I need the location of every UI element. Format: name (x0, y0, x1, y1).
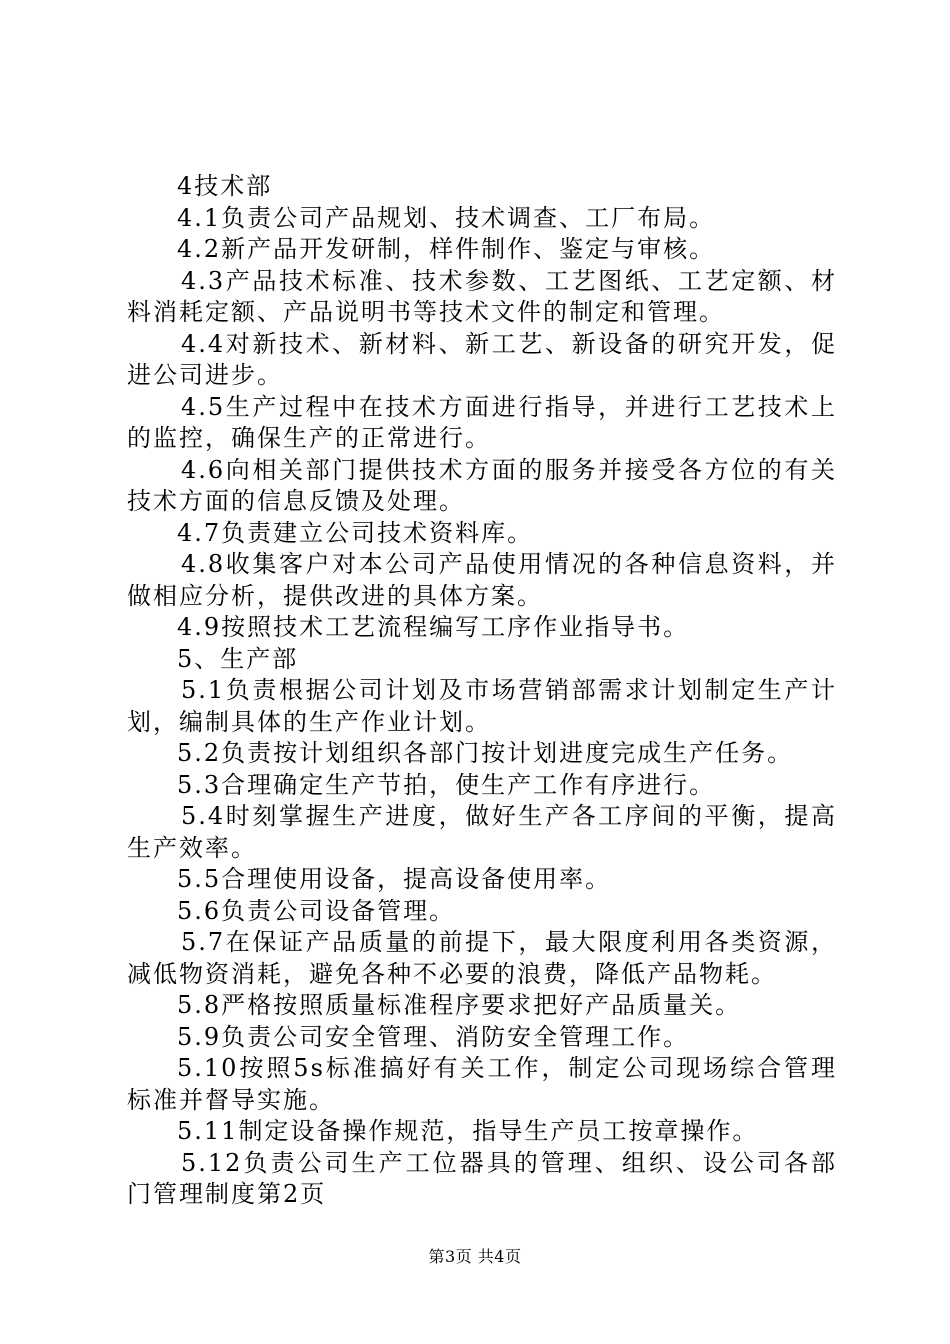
paragraph-5-6: 5.6负责公司设备管理。 (177, 896, 456, 925)
paragraph-5-9: 5.9负责公司安全管理、消防安全管理工作。 (177, 1022, 690, 1051)
paragraph-5-7: 5.7在保证产品质量的前提下，最大限度利用各类资源，减低物资消耗，避免各种不必要的浪费，降低产品物耗。 (127, 928, 837, 988)
paragraph-5-1: 5.1负责根据公司计划及市场营销部需求计划制定生产计划，编制具体的生产作业计划。 (127, 676, 837, 736)
paragraph-4-9: 4.9按照技术工艺流程编写工序作业指导书。 (177, 613, 690, 641)
section-heading-tech-dept: 4技术部 (177, 172, 273, 200)
paragraph-4-2: 4.2新产品开发研制，样件制作、鉴定与审核。 (177, 235, 716, 263)
paragraph-5-12: 5.12负责公司生产工位器具的管理、组织、设公司各部门管理制度第2页 (127, 1148, 837, 1208)
document-body (127, 171, 837, 1211)
paragraph-5-2: 5.2负责按计划组织各部门按计划进度完成生产任务。 (177, 739, 794, 767)
page-number-label: 第3页 共4页 (428, 1247, 522, 1266)
paragraph-5-10: 5.10按照5s标准搞好有关工作，制定公司现场综合管理标准并督导实施。 (127, 1054, 837, 1114)
paragraph-4-7: 4.7负责建立公司技术资料库。 (177, 518, 534, 547)
paragraph-4-3: 4.3产品技术标准、技术参数、工艺图纸、工艺定额、材料消耗定额、产品说明书等技术文件的制定和管理。 (127, 266, 837, 326)
paragraph-5-11: 5.11制定设备操作规范，指导生产员工按章操作。 (177, 1117, 759, 1145)
paragraph-4-5: 4.5生产过程中在技术方面进行指导，并进行工艺技术上的监控，确保生产的正常进行。 (127, 392, 837, 452)
paragraph-4-4: 4.4对新技术、新材料、新工艺、新设备的研究开发，促进公司进步。 (127, 329, 837, 389)
paragraph-5-4: 5.4时刻掌握生产进度，做好生产各工序间的平衡，提高生产效率。 (127, 802, 837, 862)
paragraph-5-8: 5.8严格按照质量标准程序要求把好产品质量关。 (177, 991, 742, 1019)
paragraph-4-1: 4.1负责公司产品规划、技术调查、工厂布局。 (177, 203, 716, 232)
paragraph-4-6: 4.6向相关部门提供技术方面的服务并接受各方位的有关技术方面的信息反馈及处理。 (127, 455, 837, 515)
section-heading-production-dept: 5、生产部 (177, 644, 299, 673)
paragraph-5-3: 5.3合理确定生产节拍，使生产工作有序进行。 (177, 770, 716, 799)
paragraph-4-8: 4.8收集客户对本公司产品使用情况的各种信息资料，并做相应分析，提供改进的具体方案。 (127, 550, 837, 610)
page-footer (0, 1244, 950, 1267)
paragraph-5-5: 5.5合理使用设备，提高设备使用率。 (177, 865, 612, 893)
